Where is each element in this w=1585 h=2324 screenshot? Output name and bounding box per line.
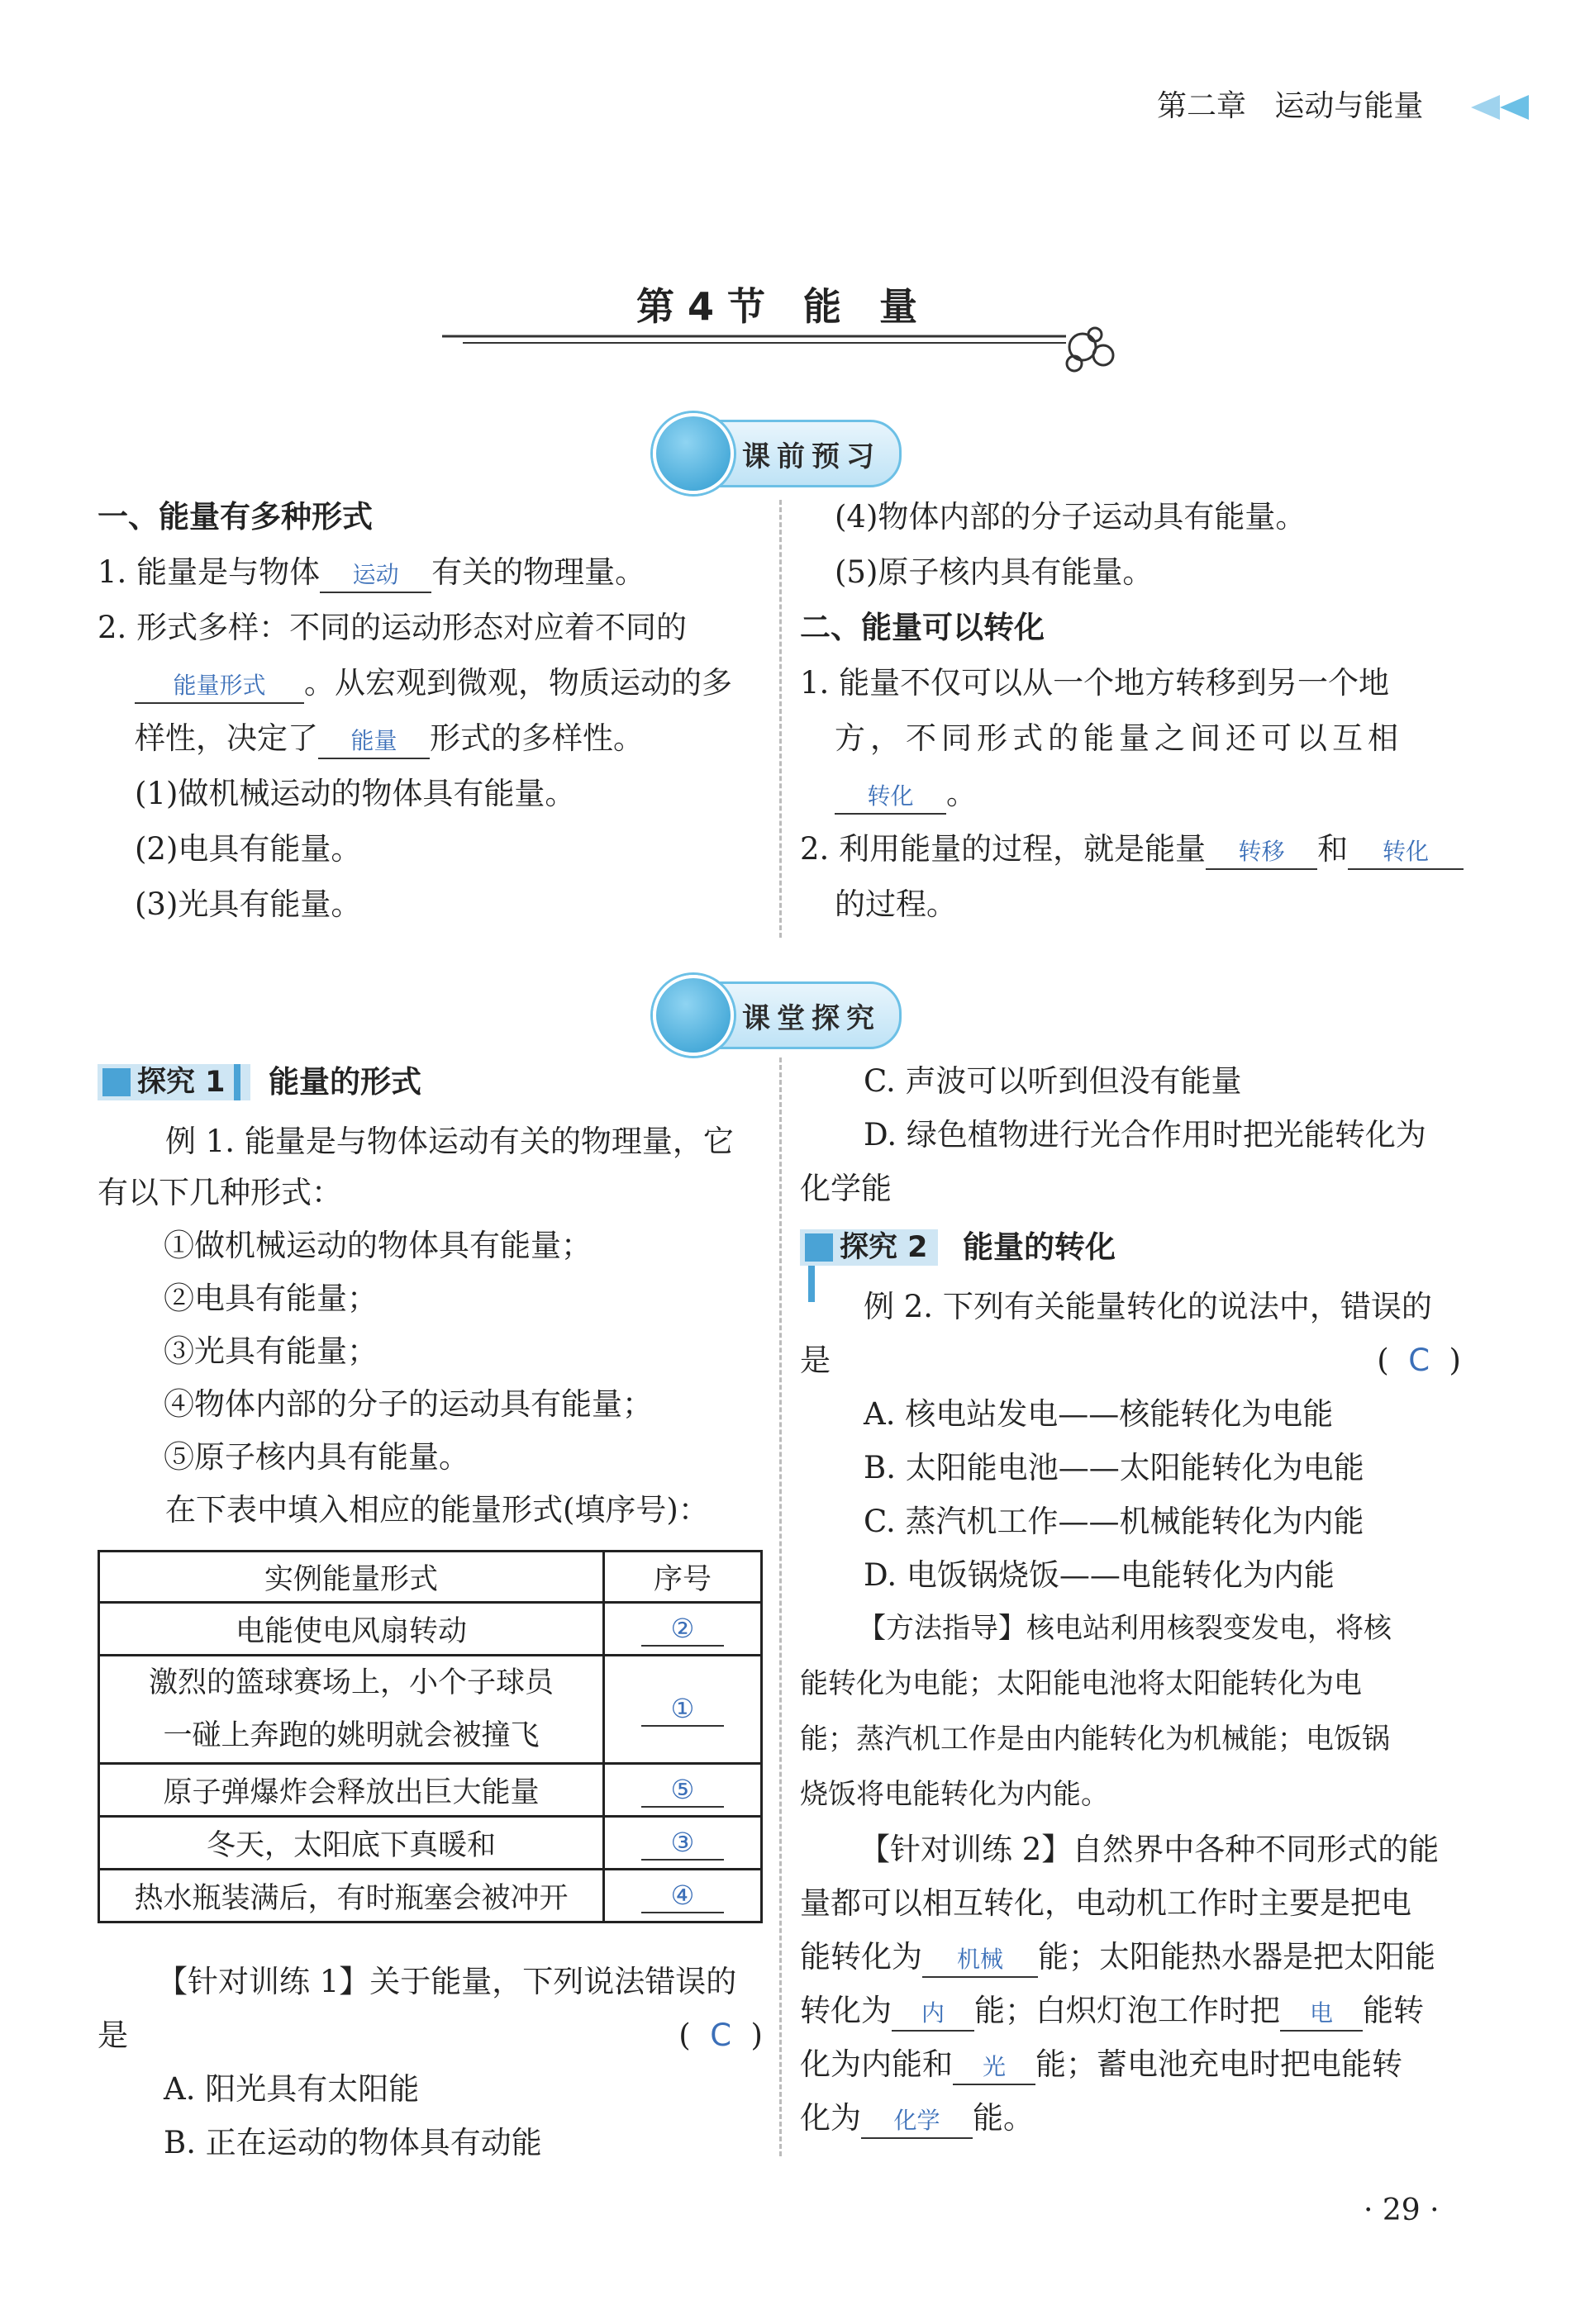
training-2f: 化为 化学 能。 xyxy=(800,2090,1034,2146)
preview-sub-4: (4)物体内部的分子运动具有能量。 xyxy=(835,499,1307,535)
answer-blank[interactable]: 光 xyxy=(953,2051,1035,2085)
preview-item-2b: 能量形式 。从宏观到微观，物质运动的多 xyxy=(135,655,732,711)
energy-form-table xyxy=(98,1550,763,1923)
table-row: 电能使电风扇转动 ② xyxy=(99,1603,762,1656)
chapter-title: 运动与能量 xyxy=(1274,89,1424,123)
explore-title-1: 能量的形式 xyxy=(269,1064,421,1100)
form-5: ⑤原子核内具有能量。 xyxy=(164,1439,469,1475)
answer-blank[interactable]: 运动 xyxy=(320,558,431,593)
column-divider xyxy=(779,1057,782,2156)
form-2: ②电具有能量； xyxy=(164,1281,378,1316)
choice-b: B. 太阳能电池——太阳能转化为电能 xyxy=(864,1450,1364,1485)
page-number: · 29 · xyxy=(1364,2193,1440,2227)
table-row: 原子弹爆炸会释放出巨大能量 ⑤ xyxy=(99,1764,762,1817)
explore-title-2: 能量的转化 xyxy=(963,1229,1116,1265)
conversion-item-1b: 方，不同形式的能量之间还可以互相 xyxy=(835,720,1403,756)
answer-blank[interactable]: ③ xyxy=(641,1826,724,1861)
option-c: C. 声波可以听到但没有能量 xyxy=(864,1063,1242,1099)
fill-instruction: 在下表中填入相应的能量形式(填序号)： xyxy=(165,1492,709,1528)
table-row: 激烈的篮球赛场上，小个子球员 一碰上奔跑的姚明就会被撞飞 ① xyxy=(99,1656,762,1764)
answer-blank[interactable]: 能量形式 xyxy=(135,669,304,704)
answer-blank[interactable]: 内 xyxy=(892,1997,974,2032)
form-3: ③光具有能量； xyxy=(164,1333,378,1369)
table-row: 冬天，太阳底下真暖和 ③ xyxy=(99,1817,762,1870)
preview-item-2c: 样性，决定了 能量 形式的多样性。 xyxy=(135,711,644,766)
answer-blank[interactable]: ① xyxy=(641,1692,724,1727)
option-d2: 化学能 xyxy=(800,1171,892,1206)
person-icon xyxy=(102,1068,131,1096)
option-b: B. 正在运动的物体具有动能 xyxy=(164,2125,542,2160)
title-underline-ornament xyxy=(442,326,1128,376)
choice-c: C. 蒸汽机工作——机械能转化为内能 xyxy=(864,1504,1364,1539)
training-1b: 是 ( C ) xyxy=(98,2017,763,2053)
chapter-header xyxy=(1157,83,1423,125)
answer-blank[interactable]: 转移 xyxy=(1206,835,1317,870)
answer-blank[interactable]: 电 xyxy=(1280,1997,1363,2032)
choice-answer[interactable]: C xyxy=(1408,1343,1430,1378)
answer-blank[interactable]: 机械 xyxy=(922,1943,1038,1978)
training-2d: 转化为 内 能；白炽灯泡工作时把 电 能转 xyxy=(800,1983,1424,2038)
training-1: 【针对训练 1】关于能量，下列说法错误的 xyxy=(157,1964,737,1999)
conversion-item-1: 1. 能量不仅可以从一个地方转移到另一个地 xyxy=(800,665,1390,701)
option-d: D. 绿色植物进行光合作用时把光能转化为 xyxy=(864,1117,1426,1152)
option-a: A. 阳光具有太阳能 xyxy=(164,2071,420,2107)
method-guide: 【方法指导】核电站利用核裂变发电，将核 能转化为电能；太阳能电池将太阳能转化为电 能；蒸汽机工作是由内能转化为机械能；电饭锅 烧饭将电能转化为内能。 xyxy=(800,1612,1392,1811)
answer-blank[interactable]: ⑤ xyxy=(641,1773,724,1808)
answer-blank[interactable]: 转化 xyxy=(1348,835,1464,870)
section-title-explore: 课堂探究 xyxy=(742,1002,881,1035)
conversion-item-1c: 转化 。 xyxy=(835,766,977,821)
preview-sub-2: (2)电具有能量。 xyxy=(135,831,362,867)
explore-tag-1: 探究 1 xyxy=(98,1064,250,1100)
section-title-preview: 课前预习 xyxy=(742,440,881,473)
example-2: 例 2. 下列有关能量转化的说法中，错误的 xyxy=(864,1289,1432,1324)
preview-sub-5: (5)原子核内具有能量。 xyxy=(835,554,1154,590)
preview-item-2: 2. 形式多样：不同的运动形态对应着不同的 xyxy=(98,610,688,645)
page-title: 第 4 节 能 量 xyxy=(636,284,918,329)
answer-blank[interactable]: 化学 xyxy=(861,2104,973,2139)
training-2c: 能转化为 机械 能；太阳能热水器是把太阳能 xyxy=(800,1929,1435,1984)
magnifier-icon xyxy=(653,975,734,1056)
example-1b: 有以下几种形式： xyxy=(98,1175,342,1210)
preview-sub-3: (3)光具有能量。 xyxy=(135,886,362,922)
answer-blank[interactable]: ④ xyxy=(641,1879,724,1913)
example-1: 例 1. 能量是与物体运动有关的物理量，它 xyxy=(165,1124,734,1159)
answer-blank[interactable]: ② xyxy=(641,1612,724,1647)
double-arrow-icon xyxy=(1467,91,1533,124)
choice-answer[interactable]: C xyxy=(710,2017,732,2053)
conversion-item-2b: 的过程。 xyxy=(835,886,957,922)
column-divider xyxy=(779,500,782,938)
chapter-label: 第二章 xyxy=(1157,89,1247,123)
preview-item-1: 1. 能量是与物体 运动 有关的物理量。 xyxy=(98,544,645,600)
form-4: ④物体内部的分子的运动具有能量； xyxy=(164,1386,653,1422)
form-1: ①做机械运动的物体具有能量； xyxy=(164,1228,592,1263)
heading-energy-conversion: 二、能量可以转化 xyxy=(800,610,1045,645)
preview-sub-1: (1)做机械运动的物体具有能量。 xyxy=(135,776,576,811)
choice-a: A. 核电站发电——核能转化为电能 xyxy=(864,1396,1334,1432)
choice-d: D. 电饭锅烧饭——电能转化为内能 xyxy=(864,1557,1335,1593)
training-2: 【针对训练 2】自然界中各种不同形式的能 xyxy=(859,1832,1440,1867)
explore-tag-2: 探究 2 xyxy=(800,1229,938,1266)
table-header: 序号 xyxy=(604,1552,762,1603)
conversion-item-2: 2. 利用能量的过程，就是能量 转移 和 转化 xyxy=(800,821,1464,877)
map-pin-icon xyxy=(653,413,734,494)
example-2b: 是 ( C ) xyxy=(800,1343,1461,1378)
answer-blank[interactable]: 能量 xyxy=(318,725,430,759)
answer-blank[interactable]: 转化 xyxy=(835,780,946,815)
training-2b: 量都可以相互转化，电动机工作时主要是把电 xyxy=(800,1885,1411,1921)
person-icon xyxy=(805,1233,833,1262)
heading-energy-forms: 一、能量有多种形式 xyxy=(98,499,373,535)
table-row: 热水瓶装满后，有时瓶塞会被冲开 ④ xyxy=(99,1870,762,1922)
training-2e: 化为内能和 光 能；蓄电池充电时把电能转 xyxy=(800,2036,1402,2092)
table-header: 实例能量形式 xyxy=(99,1552,604,1603)
